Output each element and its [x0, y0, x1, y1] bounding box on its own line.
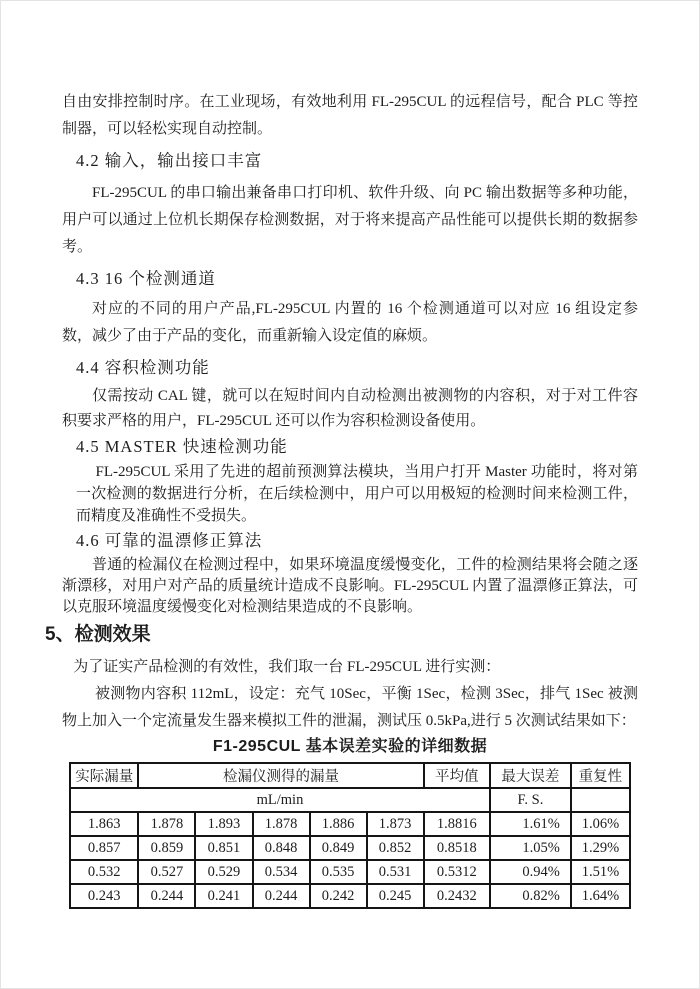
table-cell: 0.852 [367, 836, 424, 860]
section-4-6-heading: 4.6 可靠的温漂修正算法 [76, 531, 263, 550]
table-cell: 0.848 [253, 836, 310, 860]
section-4-2-heading: 4.2 输入，输出接口丰富 [76, 151, 263, 170]
test-setup-paragraph: 被测物内容积 112mL，设定：充气 10Sec，平衡 1Sec，检测 3Sec，排气 1Sec 被测物上加入一个定流量发生器来模拟工件的泄漏，测试压 0.5kPa,进行 5 次测试结果如下： [62, 686, 638, 729]
section-4-4-paragraph: 仅需按动 CAL 键，就可以在短时间内自动检测出被测物的内容积，对于对工件容积要求严格的用户，FL-295CUL 还可以作为容积检测设备使用。 [62, 388, 638, 429]
table-row [70, 812, 630, 836]
table-cell: 1.863 [70, 812, 138, 836]
table-cell: 0.245 [367, 884, 424, 908]
header-average: 平均值 [424, 763, 490, 788]
header-actual-leak: 实际漏量 [70, 763, 138, 788]
table-cell: 1.893 [195, 812, 252, 836]
section-4-6-paragraph: 普通的检漏仪在检测过程中，如果环境温度缓慢变化，工件的检测结果将会随之逐渐漂移，对用户对产品的质量统计造成不良影响。FL-295CUL 内置了温漂修正算法，可以克服环境温度缓慢变化对检测结果造成的不良影响。 [62, 557, 638, 615]
table-cell: 0.851 [195, 836, 252, 860]
table-cell: 0.244 [253, 884, 310, 908]
table-cell: 1.64% [571, 884, 630, 908]
table-cell: 0.241 [195, 884, 252, 908]
table-cell: 0.532 [70, 860, 138, 884]
table-cell: 0.529 [195, 860, 252, 884]
unit-cell: mL/min [70, 788, 490, 812]
fs-cell: F. S. [490, 788, 571, 812]
table-cell: 0.527 [138, 860, 195, 884]
header-repeatability: 重复性 [571, 763, 630, 788]
intro-continued-paragraph: 自由安排控制时序。在工业现场，有效地利用 FL-295CUL 的远程信号，配合 PLC 等控制器，可以轻松实现自动控制。 [62, 94, 638, 137]
table-cell: 0.82% [490, 884, 571, 908]
table-cell: 1.05% [490, 836, 571, 860]
table-cell: 0.94% [490, 860, 571, 884]
table-cell: 0.531 [367, 860, 424, 884]
chapter-5-heading: 5、检测效果 [45, 624, 151, 645]
table-cell: 0.242 [310, 884, 367, 908]
table-cell: 0.534 [253, 860, 310, 884]
table-cell: 0.8518 [424, 836, 490, 860]
table-row [70, 860, 630, 884]
table-cell: 0.859 [138, 836, 195, 860]
table-row [70, 884, 630, 908]
header-max-error: 最大误差 [490, 763, 571, 788]
table-unit-row [70, 788, 630, 812]
section-4-3-paragraph: 对应的不同的用户产品,FL-295CUL 内置的 16 个检测通道可以对应 16 组设定参数，减少了由于产品的变化，而重新输入设定值的麻烦。 [62, 301, 638, 344]
table-cell: 0.244 [138, 884, 195, 908]
table-cell: 0.2432 [424, 884, 490, 908]
table-cell: 1.06% [571, 812, 630, 836]
table-cell: 1.51% [571, 860, 630, 884]
chapter-5-intro-paragraph: 为了证实产品检测的有效性，我们取一台 FL-295CUL 进行实测： [73, 659, 501, 675]
table-row [70, 836, 630, 860]
table-cell: 1.8816 [424, 812, 490, 836]
table-cell: 0.5312 [424, 860, 490, 884]
table-cell: 1.886 [310, 812, 367, 836]
section-4-5-heading: 4.5 MASTER 快速检测功能 [76, 437, 288, 456]
table-title: F1-295CUL 基本误差实验的详细数据 [212, 738, 488, 755]
table-cell: 0.535 [310, 860, 367, 884]
table-cell: 1.878 [138, 812, 195, 836]
table-header-row [70, 763, 630, 788]
table-cell: 0.849 [310, 836, 367, 860]
section-4-4-heading: 4.4 容积检测功能 [76, 358, 210, 377]
fs-empty-cell [571, 788, 630, 812]
table-cell: 0.243 [70, 884, 138, 908]
table-cell: 1.878 [253, 812, 310, 836]
results-table [69, 762, 631, 909]
section-4-2-paragraph: FL-295CUL 的串口输出兼备串口打印机、软件升级、向 PC 输出数据等多种功能，用户可以通过上位机长期保存检测数据，对于将来提高产品性能可以提供长期的数据参考。 [62, 185, 638, 255]
section-4-5-paragraph: FL-295CUL 采用了先进的超前预测算法模块，当用户打开 Master 功能时，将对第一次检测的数据进行分析，在后续检测中，用户可以用极短的检测时间来检测工件，而精度及准确性不受损失。 [76, 464, 638, 524]
section-4-3-heading: 4.3 16 个检测通道 [76, 269, 216, 288]
table-cell: 1.873 [367, 812, 424, 836]
table-cell: 0.857 [70, 836, 138, 860]
header-measured-leak: 检漏仪测得的漏量 [138, 763, 423, 788]
table-cell: 1.29% [571, 836, 630, 860]
table-cell: 1.61% [490, 812, 571, 836]
